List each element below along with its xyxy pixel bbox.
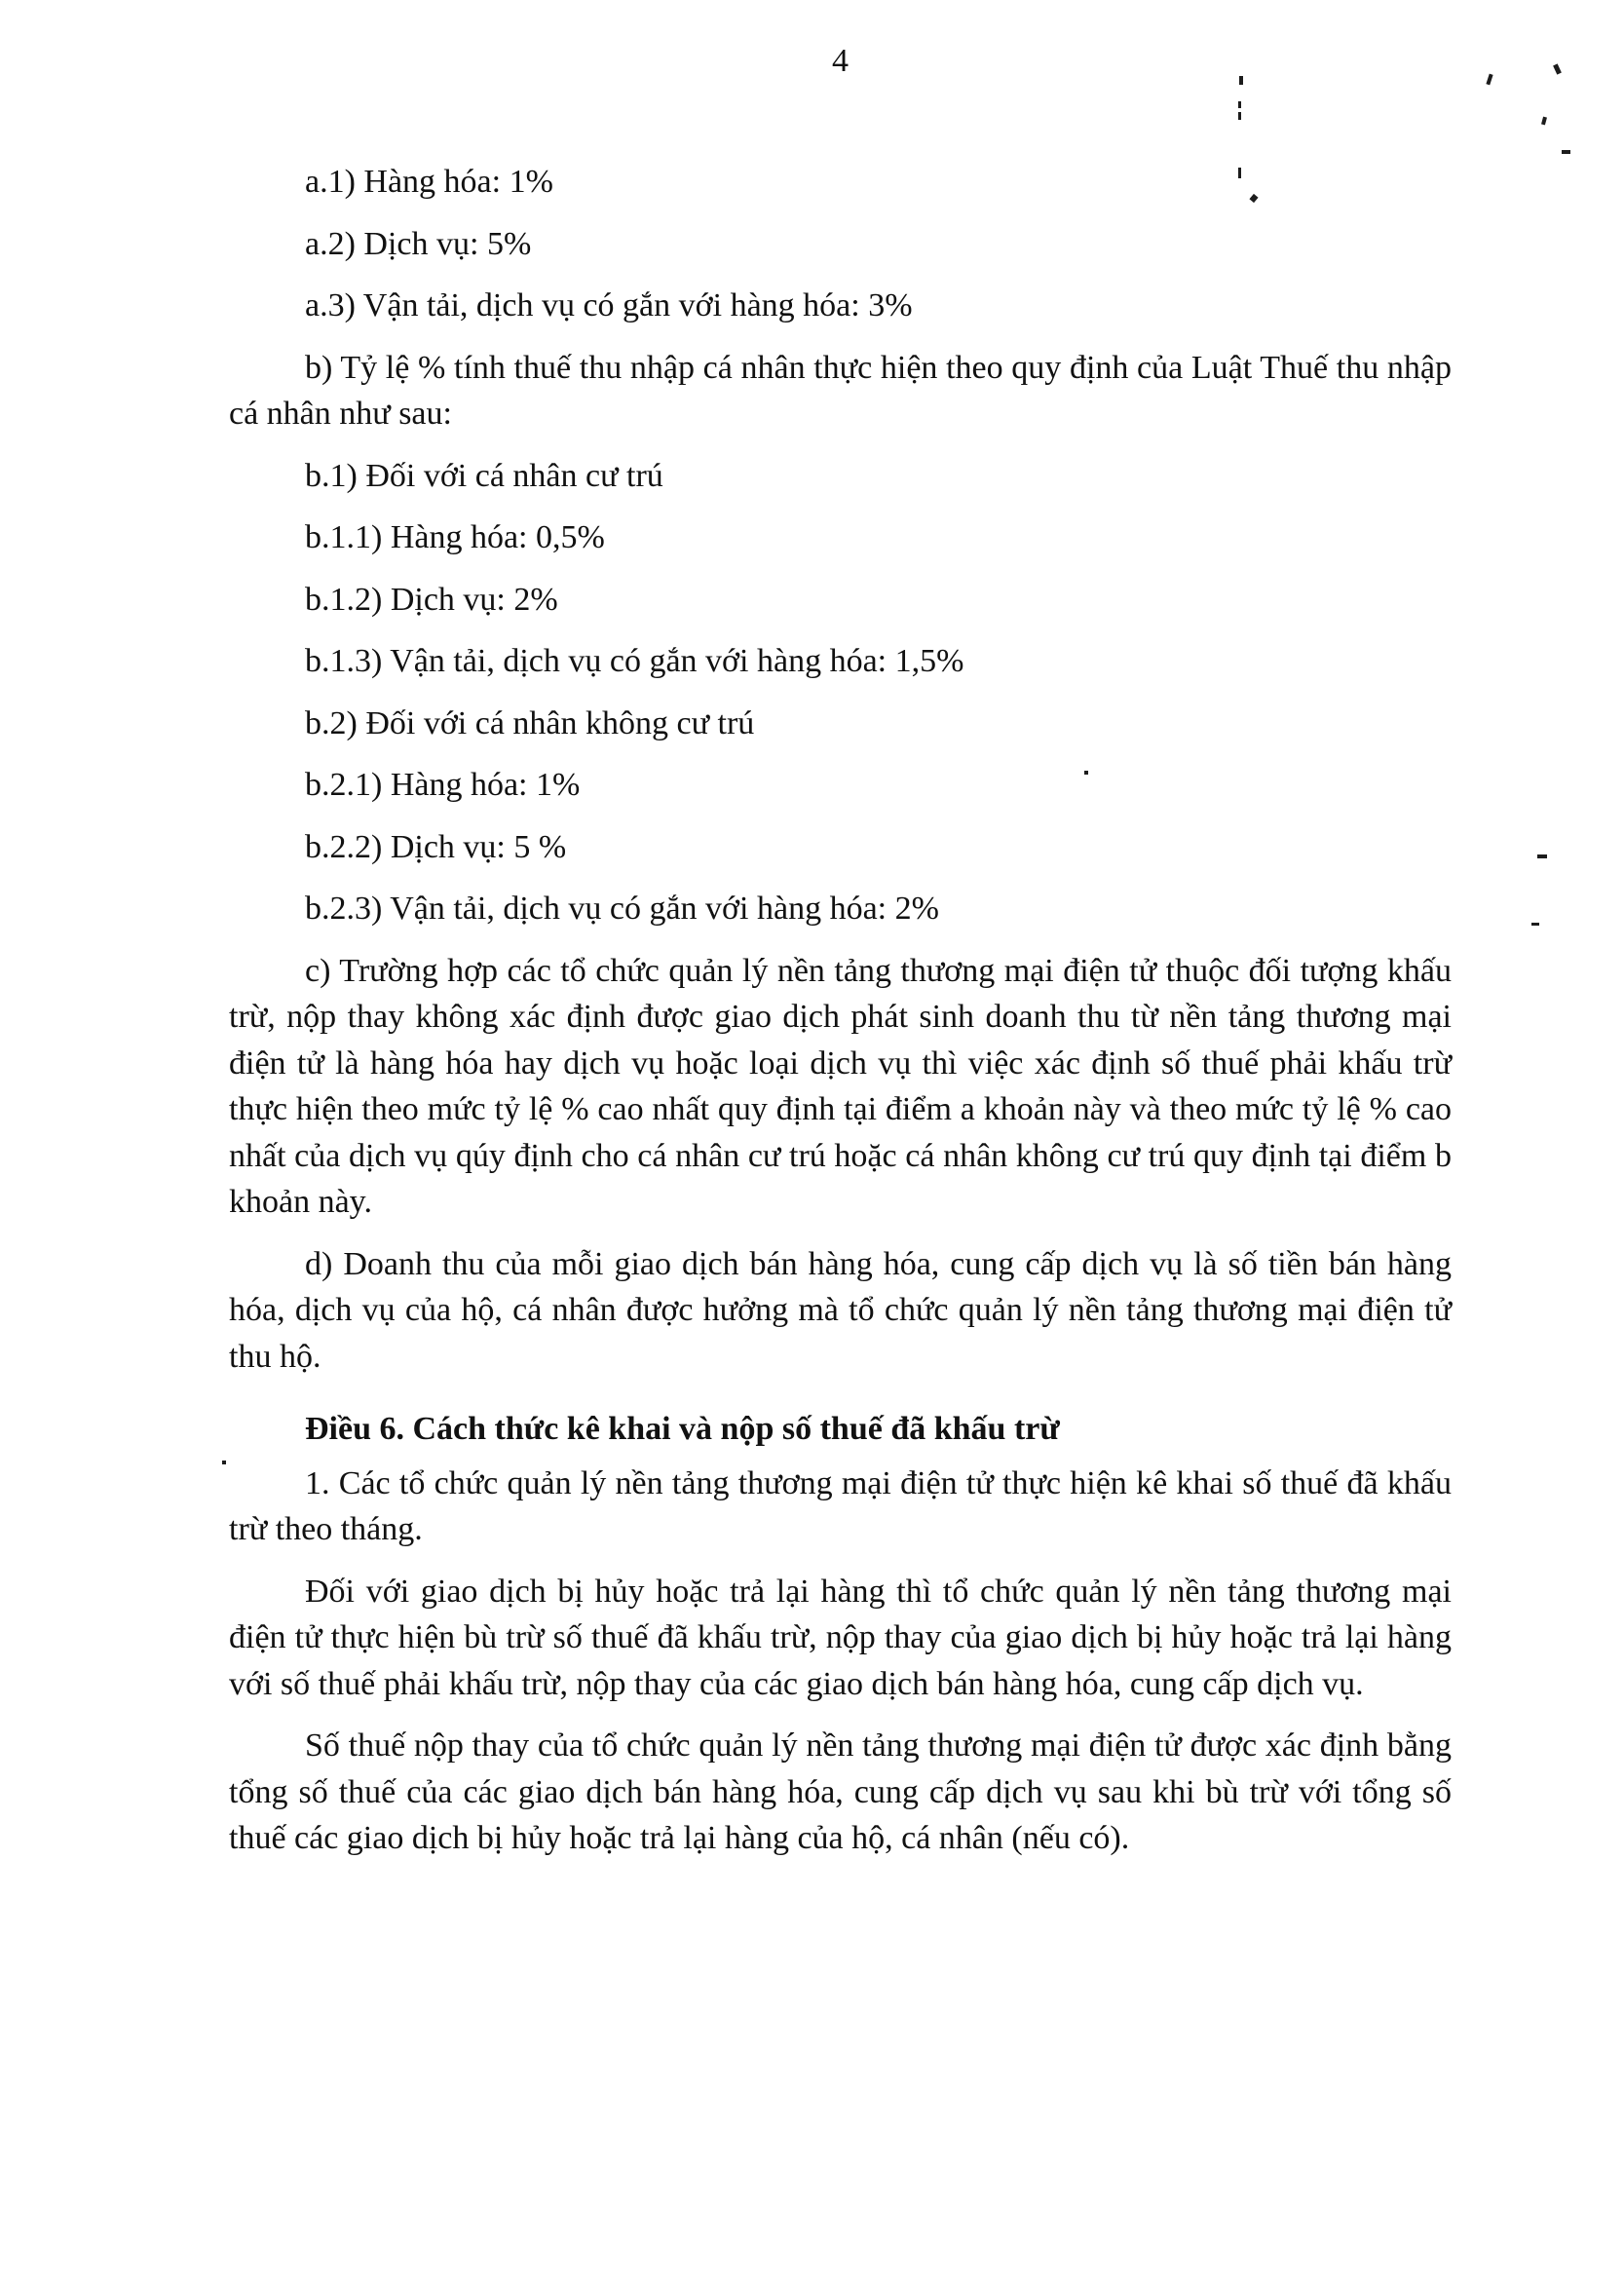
scan-artifact xyxy=(222,1461,226,1464)
list-item-b12: b.1.2) Dịch vụ: 2% xyxy=(305,581,558,618)
paragraph-c: c) Trường hợp các tổ chức quản lý nền tảng thương mại điện tử thuộc đối tượng khấu trừ, nộp thay không xác định được giao dịch phát sinh doanh thu từ nền tảng thương mại điện tử là hàng hóa hay dịch vụ hoặc loại dịch vụ thì việc xác định số thuế phải khấu trừ thực hiện theo mức tỷ lệ % cao nhất quy định tại điểm a khoản này và theo mức tỷ lệ % cao nhất của dịch vụ qúy định cho cá nhân cư trú hoặc cá nhân không cư trú quy định tại điểm b khoản này. xyxy=(229,952,1452,1220)
paragraph-cancelled-transactions: Đối với giao dịch bị hủy hoặc trả lại hàng thì tổ chức quản lý nền tảng thương mại điện tử thực hiện bù trừ số thuế đã khấu trừ, nộp thay của giao dịch bị hủy hoặc trả lại hàng với số thuế phải khấu trừ, nộp thay của các giao dịch bán hàng hóa, cung cấp dịch vụ. xyxy=(229,1573,1452,1702)
list-item-b11: b.1.1) Hàng hóa: 0,5% xyxy=(305,519,605,555)
list-item-a2: a.2) Dịch vụ: 5% xyxy=(305,225,532,262)
scan-artifact xyxy=(1084,771,1088,775)
scan-artifact xyxy=(1486,74,1492,86)
page-number: 4 xyxy=(832,43,849,79)
scan-artifact xyxy=(1238,112,1241,120)
list-item-a3: a.3) Vận tải, dịch vụ có gắn với hàng hóa: 3% xyxy=(305,287,913,323)
list-item-b23: b.2.3) Vận tải, dịch vụ có gắn với hàng hóa: 2% xyxy=(305,891,939,927)
list-item-b21: b.2.1) Hàng hóa: 1% xyxy=(305,767,581,803)
article-6-heading: Điều 6. Cách thức kê khai và nộp số thuế đã khấu trừ xyxy=(305,1411,1060,1447)
scan-artifact xyxy=(1239,76,1243,85)
list-item-a1: a.1) Hàng hóa: 1% xyxy=(305,164,553,200)
paragraph-b: b) Tỷ lệ % tính thuế thu nhập cá nhân thực hiện theo quy định của Luật Thuế thu nhập cá nhân như sau: xyxy=(229,349,1452,432)
paragraph-1: 1. Các tổ chức quản lý nền tảng thương mại điện tử thực hiện kê khai số thuế đã khấu trừ theo tháng. xyxy=(229,1464,1452,1547)
list-item-b2: b.2) Đối với cá nhân không cư trú xyxy=(305,704,755,741)
scan-artifact xyxy=(1238,101,1241,108)
scan-artifact xyxy=(1531,923,1539,926)
scan-artifact xyxy=(1553,63,1562,74)
document-body xyxy=(229,159,1452,1878)
paragraph-tax-paid-on-behalf: Số thuế nộp thay của tổ chức quản lý nền tảng thương mại điện tử được xác định bằng tổng số thuế của các giao dịch bán hàng hóa, cung cấp dịch vụ sau khi bù trừ với tổng số thuế các giao dịch bị hủy hoặc trả lại hàng của hộ, cá nhân (nếu có). xyxy=(229,1727,1452,1856)
list-item-b1: b.1) Đối với cá nhân cư trú xyxy=(305,457,663,494)
scan-artifact xyxy=(1541,117,1547,126)
scan-artifact xyxy=(1537,854,1547,858)
scan-artifact xyxy=(1562,150,1570,154)
list-item-b22: b.2.2) Dịch vụ: 5 % xyxy=(305,828,567,865)
scan-artifact xyxy=(1238,168,1241,178)
paragraph-d: d) Doanh thu của mỗi giao dịch bán hàng hóa, cung cấp dịch vụ là số tiền bán hàng hóa, dịch vụ của hộ, cá nhân được hưởng mà tổ chức quản lý nền tảng thương mại điện tử thu hộ. xyxy=(229,1245,1452,1375)
list-item-b13: b.1.3) Vận tải, dịch vụ có gắn với hàng hóa: 1,5% xyxy=(305,643,964,679)
